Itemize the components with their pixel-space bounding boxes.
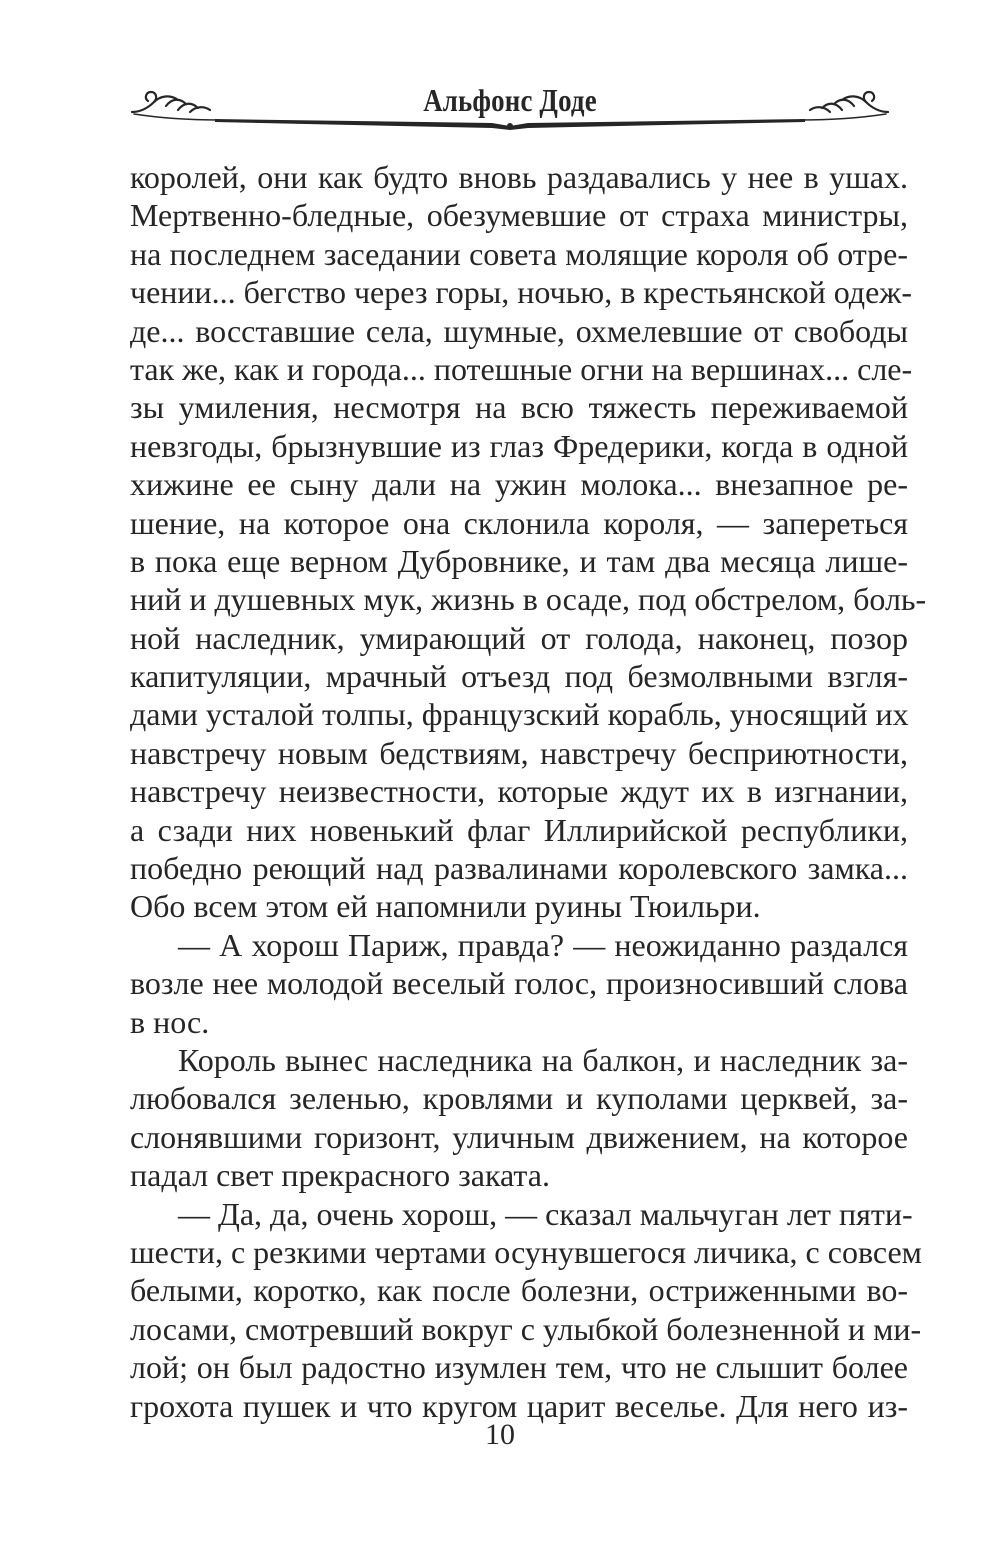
text-line: навстречу новым бедствиям, навстречу бесприютности, xyxy=(130,734,908,771)
text-line: возле нее молодой веселый голос, произносивший слова xyxy=(130,965,908,1002)
running-head-author: Альфонс Доде xyxy=(423,82,597,118)
text-line: победно реющий над развалинами королевского замка... xyxy=(130,850,908,887)
text-line: де... восставшие села, шумные, охмелевшие от свободы xyxy=(130,312,908,349)
text-line: капитуляции, мрачный отъезд под безмолвными взгля- xyxy=(130,658,908,695)
text-line: лой; он был радостно изумлен тем, что не слышит более xyxy=(130,1349,908,1386)
text-line: Король вынес наследника на балкон, и наследник за- xyxy=(178,1041,908,1078)
text-line: падал свет прекрасного заката. xyxy=(130,1157,550,1194)
text-line: дами усталой толпы, французский корабль, уносящий их xyxy=(130,696,909,733)
text-line: шести, с резкими чертами осунувшегося личика, с совсем xyxy=(130,1233,922,1270)
body-text xyxy=(130,158,927,1425)
text-line: любовался зеленью, кровлями и куполами церквей, за- xyxy=(130,1080,908,1117)
text-line: ной наследник, умирающий от голода, наконец, позор xyxy=(130,619,908,656)
running-head xyxy=(120,62,900,142)
text-line: королей, они как будто вновь раздавались у нее в ушах. xyxy=(130,159,908,195)
text-line: навстречу неизвестности, которые ждут их в изгнании, xyxy=(130,773,908,810)
text-line: Мертвенно-бледные, обезумевшие от страха министры, xyxy=(130,197,908,234)
text-line: ний и душевных мук, жизнь в осаде, под обстрелом, боль- xyxy=(130,581,927,618)
text-line: — А хорош Париж, правда? — неожиданно раздался xyxy=(178,926,908,963)
text-line: — Да, да, очень хорош, — сказал мальчуган лет пяти- xyxy=(178,1195,913,1232)
text-line: чении... бегство через горы, ночью, в крестьянской одеж- xyxy=(130,274,913,311)
text-line: в пока еще верном Дубровнике, и там два месяца лише- xyxy=(130,542,908,579)
text-line: зы умиления, несмотря на всю тяжесть переживаемой xyxy=(130,389,908,426)
text-line: грохота пушек и что кругом царит веселье. Для него из- xyxy=(130,1387,908,1424)
header-rule xyxy=(215,119,805,130)
text-line: лосами, смотревший вокруг с улыбкой болезненной и ми- xyxy=(130,1310,922,1347)
text-line: белыми, коротко, как после болезни, остриженными во- xyxy=(130,1272,908,1309)
text-line: слонявшими горизонт, уличным движением, на которое xyxy=(130,1118,908,1155)
text-line: невзгоды, брызнувшие из глаз Фредерики, когда в одной xyxy=(130,427,908,464)
text-line: хижине ее сыну дали на ужин молока... внезапное ре- xyxy=(130,466,908,503)
page-number: 10 xyxy=(485,1418,515,1451)
text-line: а сзади них новенький флаг Иллирийской республики, xyxy=(130,811,908,848)
text-line: на последнем заседании совета молящие короля об отре- xyxy=(130,235,908,272)
text-line: в нос. xyxy=(130,1003,210,1040)
text-line: так же, как и города... потешные огни на вершинах... сле- xyxy=(130,350,913,387)
text-line: шение, на которое она склонила короля, — запереться xyxy=(130,504,908,541)
text-line: Обо всем этом ей напомнили руины Тюильри. xyxy=(130,888,761,925)
